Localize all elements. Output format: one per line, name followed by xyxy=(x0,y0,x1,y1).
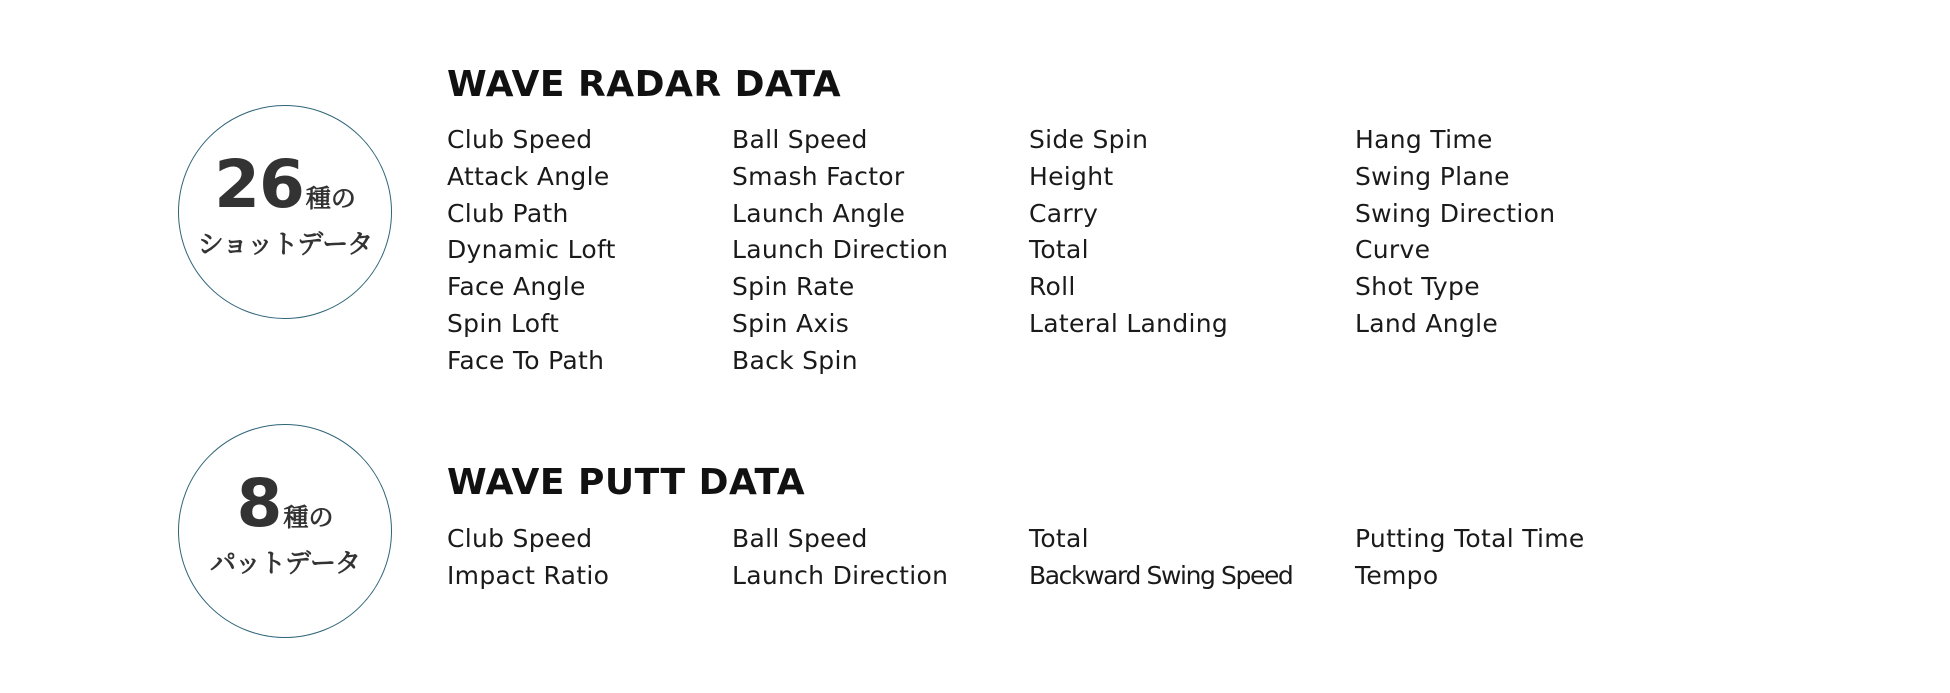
data-item: Launch Direction xyxy=(732,560,949,590)
badge-count-line xyxy=(179,146,391,223)
data-column-2 xyxy=(732,122,948,380)
data-item: Launch Angle xyxy=(732,198,906,228)
data-item: Ball Speed xyxy=(732,524,868,553)
data-item: Spin Rate xyxy=(732,272,855,302)
data-item: Hang Time xyxy=(1355,125,1493,154)
badge-count-suffix: 種の xyxy=(305,184,356,213)
data-item: Launch Direction xyxy=(732,235,949,265)
data-item: Dynamic Loft xyxy=(447,235,616,265)
data-item: Attack Angle xyxy=(447,161,610,191)
data-item: Total xyxy=(1029,524,1089,553)
badge-count-number: 8 xyxy=(236,465,282,542)
data-column-2 xyxy=(732,521,948,595)
data-item: Back Spin xyxy=(732,345,858,375)
badge-count-line xyxy=(179,465,391,542)
data-column-3 xyxy=(1029,122,1228,343)
data-item: Backward Swing Speed xyxy=(1029,560,1293,590)
section-title: WAVE RADAR DATA xyxy=(447,64,842,105)
data-item: Swing Plane xyxy=(1355,161,1510,191)
data-item: Putting Total Time xyxy=(1355,524,1585,553)
radar-data-count-badge xyxy=(178,105,392,319)
data-item: Smash Factor xyxy=(732,161,905,191)
data-column-1 xyxy=(447,122,616,380)
data-item: Carry xyxy=(1029,198,1099,228)
data-item: Tempo xyxy=(1355,560,1439,590)
data-column-3 xyxy=(1029,521,1292,595)
data-item: Ball Speed xyxy=(732,125,868,154)
section-title: WAVE PUTT DATA xyxy=(447,462,806,503)
data-item: Curve xyxy=(1355,235,1431,265)
data-column-4 xyxy=(1355,122,1555,343)
data-item: Spin Axis xyxy=(732,308,850,338)
data-item: Club Path xyxy=(447,198,569,228)
data-item: Side Spin xyxy=(1029,125,1149,154)
data-column-1 xyxy=(447,521,609,595)
data-item: Lateral Landing xyxy=(1029,308,1229,338)
data-item: Club Speed xyxy=(447,125,593,154)
data-item: Face To Path xyxy=(447,345,605,375)
data-item: Shot Type xyxy=(1355,272,1480,302)
data-item: Total xyxy=(1029,235,1089,265)
data-item: Roll xyxy=(1029,272,1076,302)
data-item: Impact Ratio xyxy=(447,560,610,590)
data-item: Land Angle xyxy=(1355,308,1499,338)
data-item: Spin Loft xyxy=(447,308,560,338)
putt-data-count-badge xyxy=(178,424,392,638)
badge-subtitle: パットデータ xyxy=(209,549,360,579)
data-item: Height xyxy=(1029,161,1114,191)
badge-count-suffix: 種の xyxy=(283,503,334,532)
data-item: Swing Direction xyxy=(1355,198,1556,228)
data-item: Club Speed xyxy=(447,524,593,553)
badge-count-number: 26 xyxy=(214,146,304,223)
data-item: Face Angle xyxy=(447,272,586,302)
badge-subtitle: ショットデータ xyxy=(197,230,373,260)
data-column-4 xyxy=(1355,521,1585,595)
